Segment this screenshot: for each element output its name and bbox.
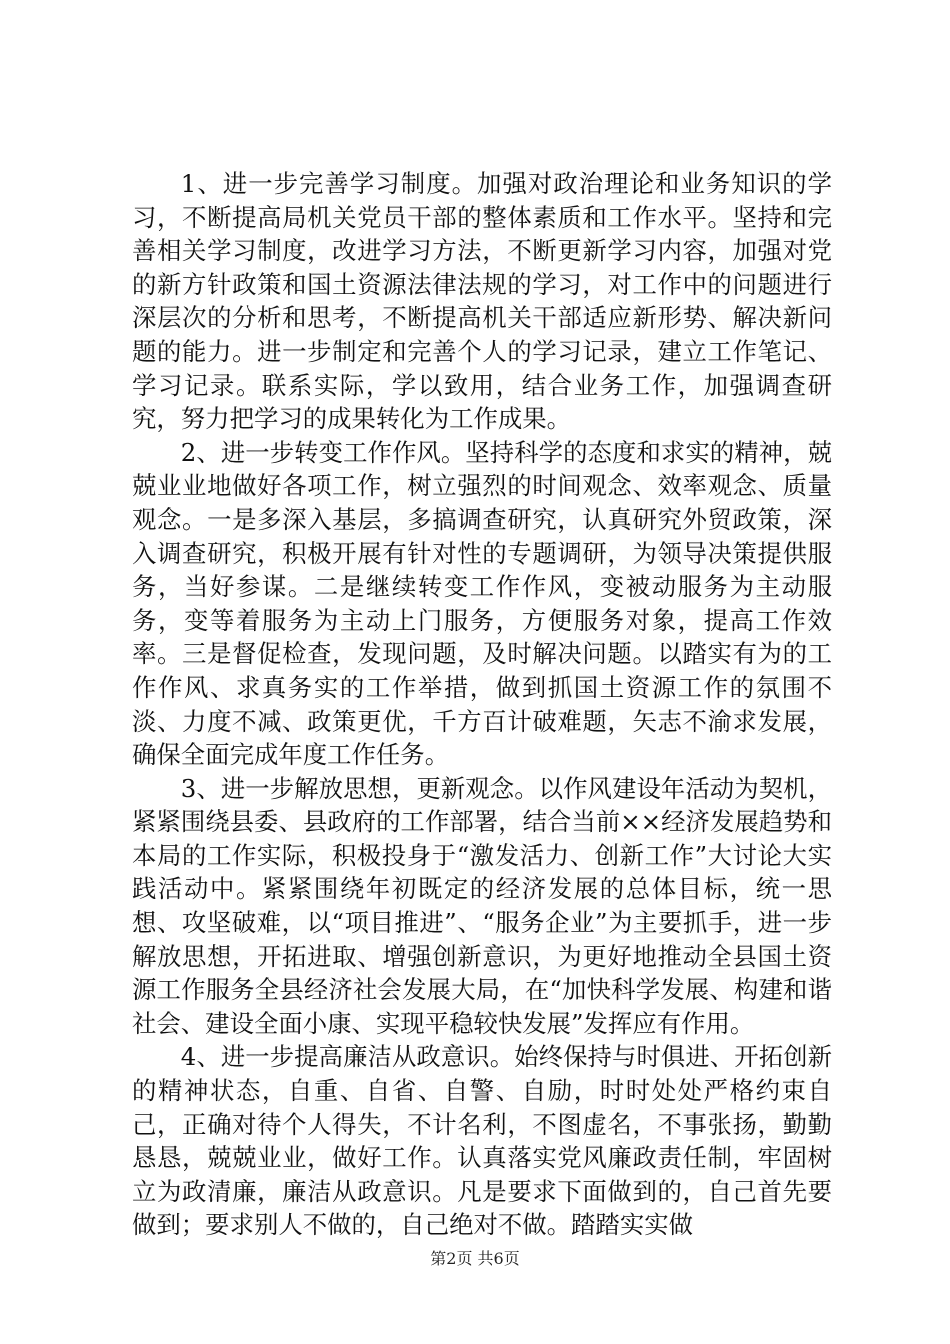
document-body — [132, 167, 832, 1242]
paragraph-3: 3、进一步解放思想，更新观念。以作风建设年活动为契机，紧紧围绕县委、县政府的工作部署，结合当前××经济发展趋势和本局的工作实际，积极投身于“激发活力、创新工作”大讨论大实践活动中。紧紧围绕年初既定的经济发展的总体目标，统一思想、攻坚破难，以“项目推进”、“服务企业”为主要抓手，进一步解放思想，开拓进取、增强创新意识，为更好地推动全县国土资源工作服务全县经济社会发展大局，在“加快科学发展、构建和谐社会、建设全面小康、实现平稳较快发展”发挥应有作用。 — [132, 773, 832, 1038]
page-number-footer: 第2页 共6页 — [430, 1249, 520, 1268]
paragraph-2: 2、进一步转变工作作风。坚持科学的态度和求实的精神，兢兢业业地做好各项工作，树立强烈的时间观念、效率观念、质量观念。一是多深入基层，多搞调查研究，认真研究外贸政策，深入调查研究，积极开展有针对性的专题调研，为领导决策提供服务，当好参谋。二是继续转变工作作风，变被动服务为主动服务，变等着服务为主动上门服务，方便服务对象，提高工作效率。三是督促检查，发现问题，及时解决问题。以踏实有为的工作作风、求真务实的工作举措，做到抓国土资源工作的氛围不淡、力度不减、政策更优，千方百计破难题，矢志不渝求发展，确保全面完成年度工作任务。 — [132, 437, 832, 770]
paragraph-1: 1、进一步完善学习制度。加强对政治理论和业务知识的学习，不断提高局机关党员干部的整体素质和工作水平。坚持和完善相关学习制度，改进学习方法，不断更新学习内容，加强对党的新方针政策和国土资源法律法规的学习，对工作中的问题进行深层次的分析和思考，不断提高机关干部适应新形势、解决新问题的能力。进一步制定和完善个人的学习记录，建立工作笔记、学习记录。联系实际，学以致用，结合业务工作，加强调查研究，努力把学习的成果转化为工作成果。 — [132, 169, 832, 434]
paragraph-4: 4、进一步提高廉洁从政意识。始终保持与时俱进、开拓创新的精神状态，自重、自省、自警、自励，时时处处严格约束自己，正确对待个人得失，不计名利，不图虚名，不事张扬，勤勤恳恳，兢兢业业，做好工作。认真落实党风廉政责任制，牢固树立为政清廉，廉洁从政意识。凡是要求下面做到的，自己首先要做到；要求别人不做的，自己绝对不做。踏踏实实做 — [132, 1042, 832, 1240]
